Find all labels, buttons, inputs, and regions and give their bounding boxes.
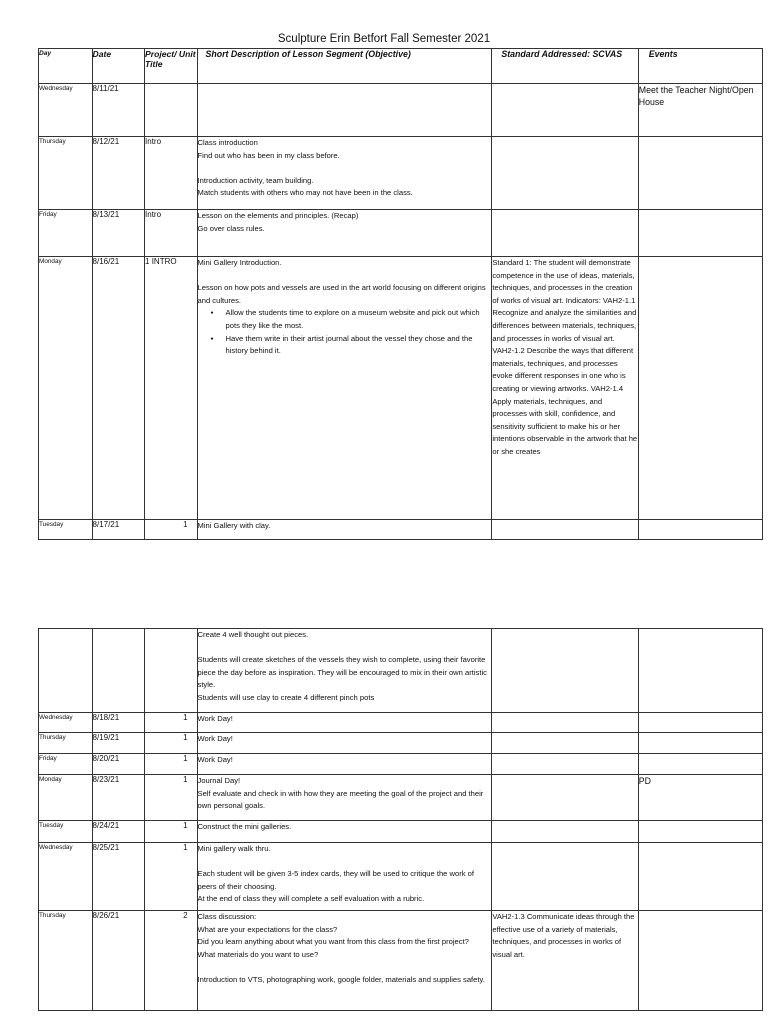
blank-line — [198, 642, 492, 655]
description-line: At the end of class they will complete a self evaluation with a rubric. — [197, 894, 425, 904]
project-cell: 2 — [145, 911, 198, 1011]
standard-cell — [492, 713, 638, 733]
description-cell — [197, 210, 492, 257]
date-cell: 8/20/21 — [92, 754, 145, 775]
document-title: Sculpture Erin Betfort Fall Semester 2021 — [277, 33, 491, 45]
day-cell: Wednesday — [39, 843, 93, 911]
description-line: Find out who has been in my class before. — [197, 150, 340, 160]
description-cell — [197, 257, 492, 520]
table-row — [39, 911, 763, 1011]
events-cell — [638, 733, 762, 754]
description-cell — [197, 137, 492, 210]
date-cell: 8/23/21 — [92, 775, 145, 821]
day-cell: Wednesday — [39, 84, 93, 137]
table-row — [39, 137, 763, 210]
table-row — [39, 733, 763, 754]
events-cell — [638, 520, 762, 540]
project-cell: 1 — [145, 733, 198, 754]
day-cell: Thursday — [39, 733, 93, 754]
standard-cell — [492, 754, 638, 775]
project-cell: 1 — [145, 520, 198, 540]
description-line: Did you learn anything about what you want from this class from the first project? — [197, 937, 469, 947]
description-line: Work Day! — [197, 714, 233, 723]
description-line: Mini Gallery with clay. — [197, 521, 271, 530]
description-line: Students will create sketches of the vessels they wish to complete, using their favorite piece the day before as inspiration. They will be encouraged to mix in their own artistic style. — [197, 655, 487, 690]
description-line: Mini gallery walk thru. — [197, 844, 271, 853]
header-events: Events — [638, 49, 762, 84]
day-cell: Monday — [39, 257, 93, 520]
events-cell: Meet the Teacher Night/Open House — [638, 84, 762, 137]
table-row — [39, 257, 763, 520]
events-cell — [638, 754, 762, 775]
blank-line — [198, 961, 492, 974]
table-row — [39, 210, 763, 257]
lesson-plan-table-1 — [38, 48, 763, 540]
date-cell — [92, 629, 145, 713]
header-day: Day — [39, 49, 93, 84]
description-cell — [197, 733, 492, 754]
description-cell — [197, 843, 492, 911]
description-line: Lesson on the elements and principles. (Recap) — [197, 211, 359, 220]
description-line: Work Day! — [197, 734, 233, 743]
description-line: Create 4 well thought out pieces. — [197, 630, 309, 639]
description-line: What are your expectations for the class? — [197, 924, 338, 934]
date-cell: 8/16/21 — [92, 257, 145, 520]
events-cell — [638, 911, 762, 1011]
header-description: Short Description of Lesson Segment (Objective) — [197, 49, 492, 84]
description-line: Journal Day! — [197, 776, 241, 785]
date-cell: 8/12/21 — [92, 137, 145, 210]
standard-cell — [492, 520, 638, 540]
day-cell — [39, 629, 93, 713]
day-cell: Monday — [39, 775, 93, 821]
project-cell: Intro — [145, 137, 198, 210]
description-line: Match students with others who may not have been in the class. — [197, 188, 413, 198]
description-cell — [197, 520, 492, 540]
standard-cell — [492, 210, 638, 257]
description-line: Students will use clay to create 4 different pinch pots — [197, 692, 375, 702]
description-cell — [197, 821, 492, 843]
blank-line — [198, 270, 492, 283]
description-line: Class discussion: — [197, 912, 257, 921]
day-cell: Tuesday — [39, 821, 93, 843]
day-cell: Thursday — [39, 911, 93, 1011]
project-cell: 1 — [145, 775, 198, 821]
description-cell — [197, 629, 492, 713]
project-cell: 1 — [145, 821, 198, 843]
date-cell: 8/13/21 — [92, 210, 145, 257]
table-row — [39, 629, 763, 713]
description-line: Self evaluate and check in with how they are meeting the goal of the project and their own personal goals. — [197, 788, 484, 811]
description-line: Work Day! — [197, 755, 233, 764]
day-cell: Thursday — [39, 137, 93, 210]
standard-cell — [492, 821, 638, 843]
bullet-item: ● Allow the students time to explore on a museum website and pick out which pots they like the most. — [226, 307, 492, 332]
description-cell — [197, 775, 492, 821]
header-standard: Standard Addressed: SCVAS — [492, 49, 638, 84]
day-cell: Wednesday — [39, 713, 93, 733]
description-line: Lesson on how pots and vessels are used in the art world focusing on different origins and cultures. — [197, 283, 486, 305]
description-cell — [197, 754, 492, 775]
table-row — [39, 775, 763, 821]
bullet-item: ● Have them write in their artist journal about the vessel they chose and the history behind it. — [226, 333, 492, 358]
project-cell: 1 INTRO — [145, 257, 198, 520]
description-line: What materials do you want to use? — [197, 949, 319, 959]
blank-line — [198, 856, 492, 869]
project-cell: 1 — [145, 843, 198, 911]
table-row — [39, 821, 763, 843]
events-cell — [638, 821, 762, 843]
standard-cell — [492, 775, 638, 821]
events-cell — [638, 713, 762, 733]
description-line: Introduction to VTS, photographing work, google folder, materials and supplies safety. — [197, 974, 485, 984]
header-date: Date — [92, 49, 145, 84]
date-cell: 8/25/21 — [92, 843, 145, 911]
date-cell: 8/24/21 — [92, 821, 145, 843]
description-line: Go over class rules. — [197, 223, 265, 233]
standard-cell — [492, 84, 638, 137]
header-project: Project/ Unit Title — [145, 49, 198, 84]
description-cell — [197, 911, 492, 1011]
day-cell: Tuesday — [39, 520, 93, 540]
table-row — [39, 754, 763, 775]
project-cell: 1 — [145, 713, 198, 733]
description-line: Construct the mini galleries. — [197, 822, 292, 831]
date-cell: 8/11/21 — [92, 84, 145, 137]
events-cell — [638, 843, 762, 911]
project-cell — [145, 84, 198, 137]
events-cell — [638, 257, 762, 520]
project-cell: Intro — [145, 210, 198, 257]
description-line: Each student will be given 3-5 index cards, they will be used to critique the work of peers of their choosing. — [197, 869, 474, 891]
description-bullets — [198, 307, 492, 357]
table-row — [39, 520, 763, 540]
day-cell: Friday — [39, 754, 93, 775]
events-cell: PD — [638, 775, 762, 821]
project-cell: 1 — [145, 754, 198, 775]
description-cell — [197, 84, 492, 137]
date-cell: 8/26/21 — [92, 911, 145, 1011]
table-row — [39, 843, 763, 911]
standard-cell — [492, 843, 638, 911]
standard-cell — [492, 137, 638, 210]
events-cell — [638, 137, 762, 210]
table-row — [39, 713, 763, 733]
day-cell: Friday — [39, 210, 93, 257]
description-cell — [197, 713, 492, 733]
blank-line — [198, 162, 492, 175]
standard-cell: Standard 1: The student will demonstrate competence in the use of ideas, materials, techniques, and processes in the creation of works of visual art. Indicators: VAH2-1.1 Recognize and analyze the similarities and differences between materials, techniques, and processes in works of visual art. VAH2-1.2 Describe the ways that different materials, techniques, and processes evoke different responses in one who is creating or viewing artworks. VAH2-1.4 Apply materials, techniques, and processes with skill, confidence, and sensitivity sufficient to make his or her intentions observable in the artwork that he or she creates — [492, 257, 638, 520]
project-cell — [145, 629, 198, 713]
description-line: Mini Gallery Introduction. — [197, 258, 282, 267]
table-row — [39, 84, 763, 137]
events-cell — [638, 629, 762, 713]
date-cell: 8/17/21 — [92, 520, 145, 540]
date-cell: 8/18/21 — [92, 713, 145, 733]
standard-cell — [492, 629, 638, 713]
description-line: Introduction activity, team building. — [197, 175, 314, 185]
description-line: Class introduction — [197, 138, 258, 147]
lesson-plan-table-2 — [38, 628, 763, 1011]
standard-cell: VAH2-1.3 Communicate ideas through the effective use of a variety of materials, techniques, and processes in works of visual art. — [492, 911, 638, 1011]
date-cell: 8/19/21 — [92, 733, 145, 754]
events-cell — [638, 210, 762, 257]
standard-cell — [492, 733, 638, 754]
